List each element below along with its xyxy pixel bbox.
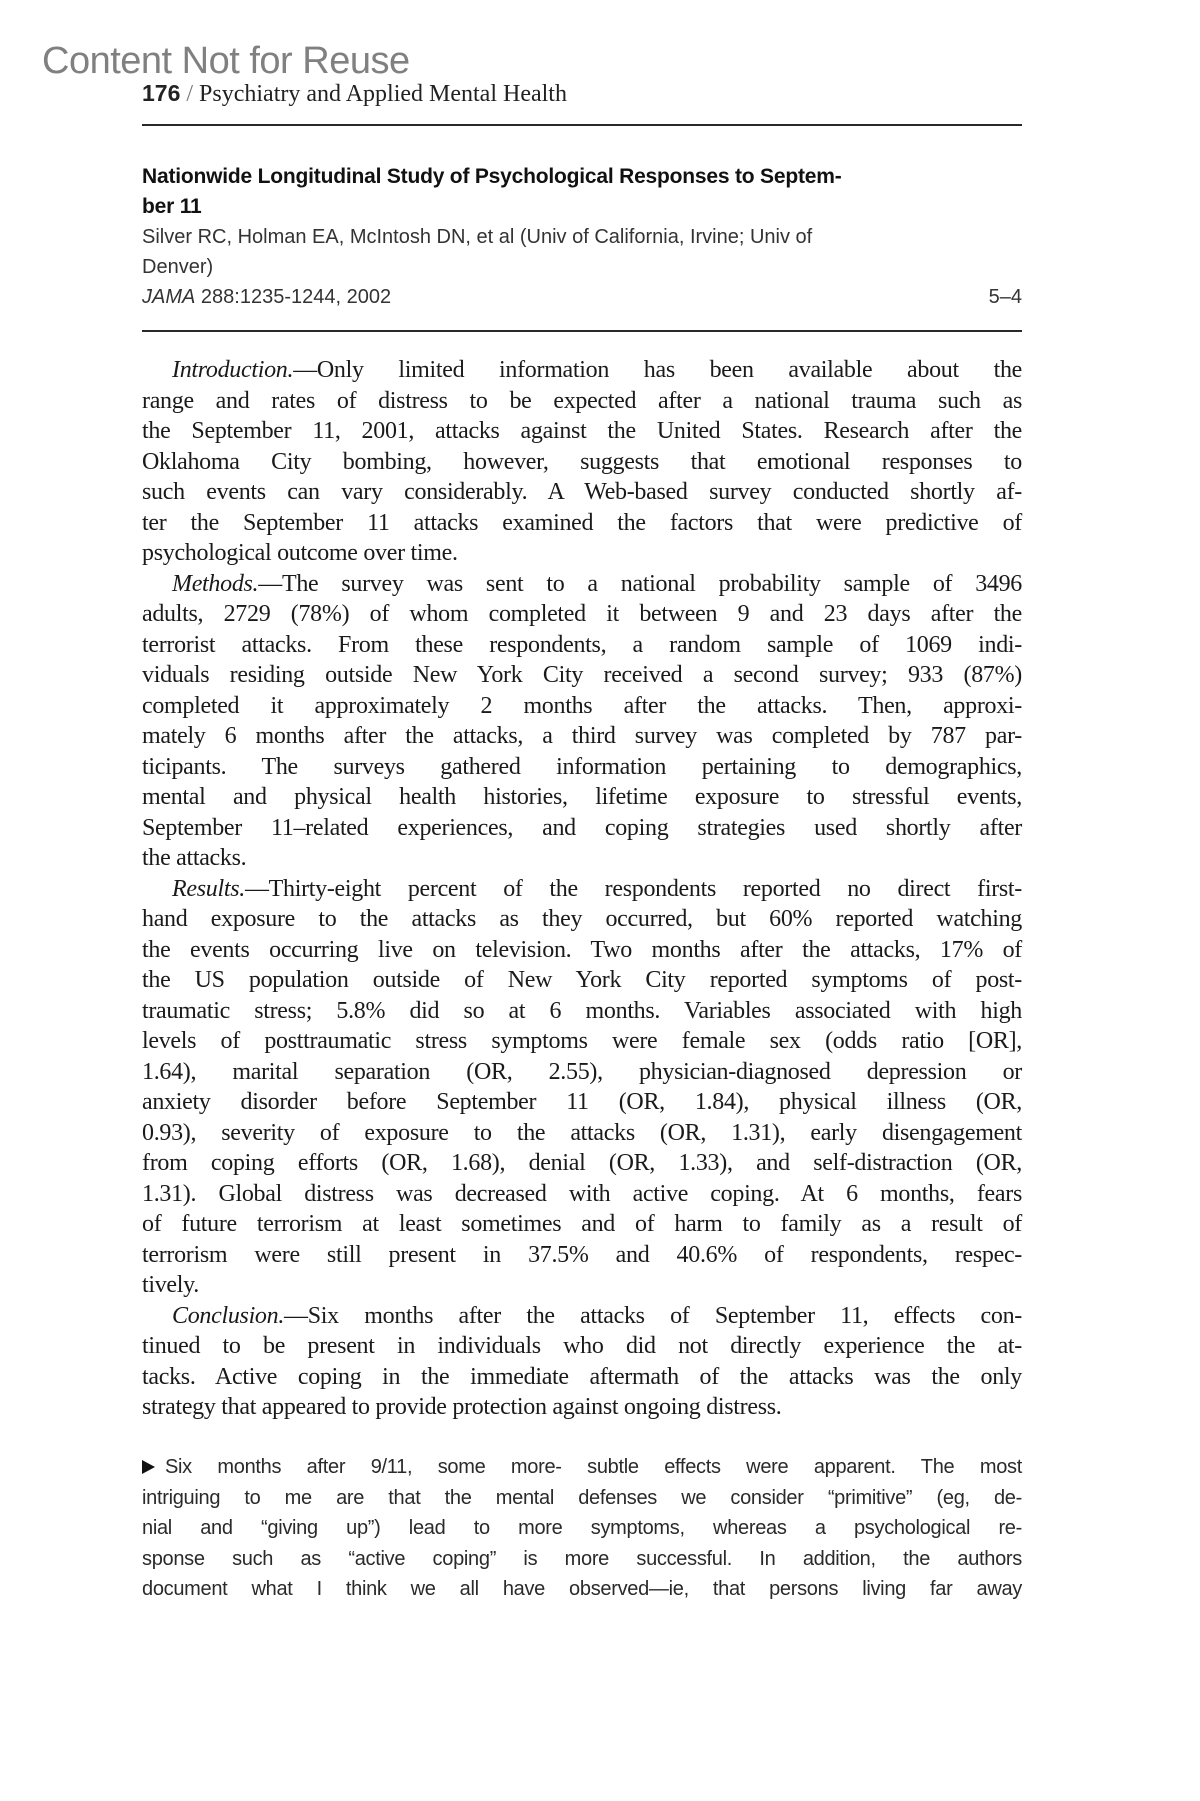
abstract-line: 1.64), marital separation (OR, 2.55), physician-diagnosed depression or xyxy=(142,1058,1022,1085)
abstract-line: the attacks. xyxy=(142,845,247,871)
article-code: 5–4 xyxy=(988,286,1022,308)
commentary-line: document what I think we all have observed—ie, that persons living far away xyxy=(142,1578,1022,1600)
abstract-line: range and rates of distress to be expected after a national trauma such as xyxy=(142,387,1022,414)
section-label-results: Results. xyxy=(172,875,245,902)
section-label-introduction: Introduction. xyxy=(172,357,294,383)
section-title: Psychiatry and Applied Mental Health xyxy=(199,81,567,107)
abstract-line: tacks. Active coping in the immediate aftermath of the attacks was the only xyxy=(142,1363,1022,1390)
divider-rule xyxy=(142,330,1022,332)
abstract-line: mately 6 months after the attacks, a third survey was completed by 787 par- xyxy=(142,723,1022,749)
abstract-line: Introduction.—Only limited information has been available about the xyxy=(172,357,1022,383)
abstract-line: traumatic stress; 5.8% did so at 6 months. Variables associated with high xyxy=(142,997,1022,1024)
top-rule xyxy=(142,124,1022,126)
abstract-line: the September 11, 2001, attacks against the United States. Research after the xyxy=(142,418,1022,444)
abstract-line: tively. xyxy=(142,1272,199,1298)
abstract-line: 0.93), severity of exposure to the attacks (OR, 1.31), early disengagement xyxy=(142,1119,1022,1146)
abstract-line: September 11–related experiences, and coping strategies used shortly after xyxy=(142,814,1022,841)
article-title xyxy=(142,162,1022,222)
abstract-line: mental and physical health histories, lifetime exposure to stressful events, xyxy=(142,784,1022,810)
article-title-line: ber 11 xyxy=(142,195,202,218)
article-title-line: Nationwide Longitudinal Study of Psychological Responses to Septem- xyxy=(142,165,842,188)
abstract-line: the US population outside of New York City reported symptoms of post- xyxy=(142,967,1022,993)
abstract-line: from coping efforts (OR, 1.68), denial (OR, 1.33), and self-distraction (OR, xyxy=(142,1150,1022,1176)
abstract-line: strategy that appeared to provide protection against ongoing distress. xyxy=(142,1394,782,1420)
abstract-line: Oklahoma City bombing, however, suggests that emotional responses to xyxy=(142,448,1022,475)
abstract-line: of future terrorism at least sometimes and of harm to family as a result of xyxy=(142,1211,1022,1237)
commentary-line: nial and “giving up”) lead to more symptoms, whereas a psychological re- xyxy=(142,1517,1022,1539)
running-head xyxy=(142,80,567,108)
section-label-conclusion: Conclusion. xyxy=(172,1302,285,1329)
triangle-right-icon xyxy=(142,1460,155,1474)
journal-name: JAMA xyxy=(142,286,196,308)
abstract-line: 1.31). Global distress was decreased with active coping. At 6 months, fears xyxy=(142,1180,1022,1207)
authors xyxy=(142,222,1022,282)
abstract-line: such events can vary considerably. A Web-based survey conducted shortly af- xyxy=(142,479,1022,505)
journal-volume-pages: 288:1235-1244, 2002 xyxy=(195,286,392,308)
abstract-line: Methods.—The survey was sent to a national probability sample of 3496 xyxy=(172,570,1022,597)
abstract-line: Results.—Thirty-eight percent of the respondents reported no direct first- xyxy=(172,875,1022,902)
abstract-line: terrorism were still present in 37.5% and 40.6% of respondents, respec- xyxy=(142,1241,1022,1268)
abstract-line: anxiety disorder before September 11 (OR, 1.84), physical illness (OR, xyxy=(142,1089,1022,1115)
section-label-methods: Methods. xyxy=(172,570,259,597)
citation-block xyxy=(142,162,1022,312)
authors-line: Silver RC, Holman EA, McIntosh DN, et al (Univ of California, Irvine; Univ of xyxy=(142,226,813,248)
watermark: Content Not for Reuse xyxy=(42,40,410,82)
abstract-line: levels of posttraumatic stress symptoms were female sex (odds ratio [OR], xyxy=(142,1028,1022,1054)
commentary-line: Six months after 9/11, some more- subtle effects were apparent. The most xyxy=(142,1452,1022,1483)
abstract-line: adults, 2729 (78%) of whom completed it between 9 and 23 days after the xyxy=(142,601,1022,627)
commentary-line: sponse such as “active coping” is more successful. In addition, the authors xyxy=(142,1547,1022,1570)
abstract-line: tinued to be present in individuals who did not directly experience the at- xyxy=(142,1333,1022,1359)
journal-reference xyxy=(142,282,391,312)
abstract-line: ter the September 11 attacks examined the factors that were predictive of xyxy=(142,509,1022,536)
separator: / xyxy=(186,81,194,107)
abstract-line: ticipants. The surveys gathered information pertaining to demographics, xyxy=(142,753,1022,780)
authors-line: Denver) xyxy=(142,256,214,278)
abstract-line: terrorist attacks. From these respondents, a random sample of 1069 indi- xyxy=(142,631,1022,658)
abstract-line: hand exposure to the attacks as they occurred, but 60% reported watching xyxy=(142,906,1022,932)
abstract-line: completed it approximately 2 months after the attacks. Then, approxi- xyxy=(142,692,1022,719)
commentary-line: intriguing to me are that the mental defenses we consider “primitive” (eg, de- xyxy=(142,1486,1022,1509)
journal-reference-row xyxy=(142,282,1022,312)
page-number: 176 xyxy=(142,80,181,106)
abstract-line: the events occurring live on television. Two months after the attacks, 17% of xyxy=(142,936,1022,963)
abstract-line: viduals residing outside New York City received a second survey; 933 (87%) xyxy=(142,662,1022,688)
abstract-line: psychological outcome over time. xyxy=(142,540,458,566)
abstract xyxy=(142,355,1022,1423)
abstract-line: Conclusion.—Six months after the attacks of September 11, effects con- xyxy=(172,1302,1022,1329)
editor-commentary xyxy=(142,1452,1022,1605)
